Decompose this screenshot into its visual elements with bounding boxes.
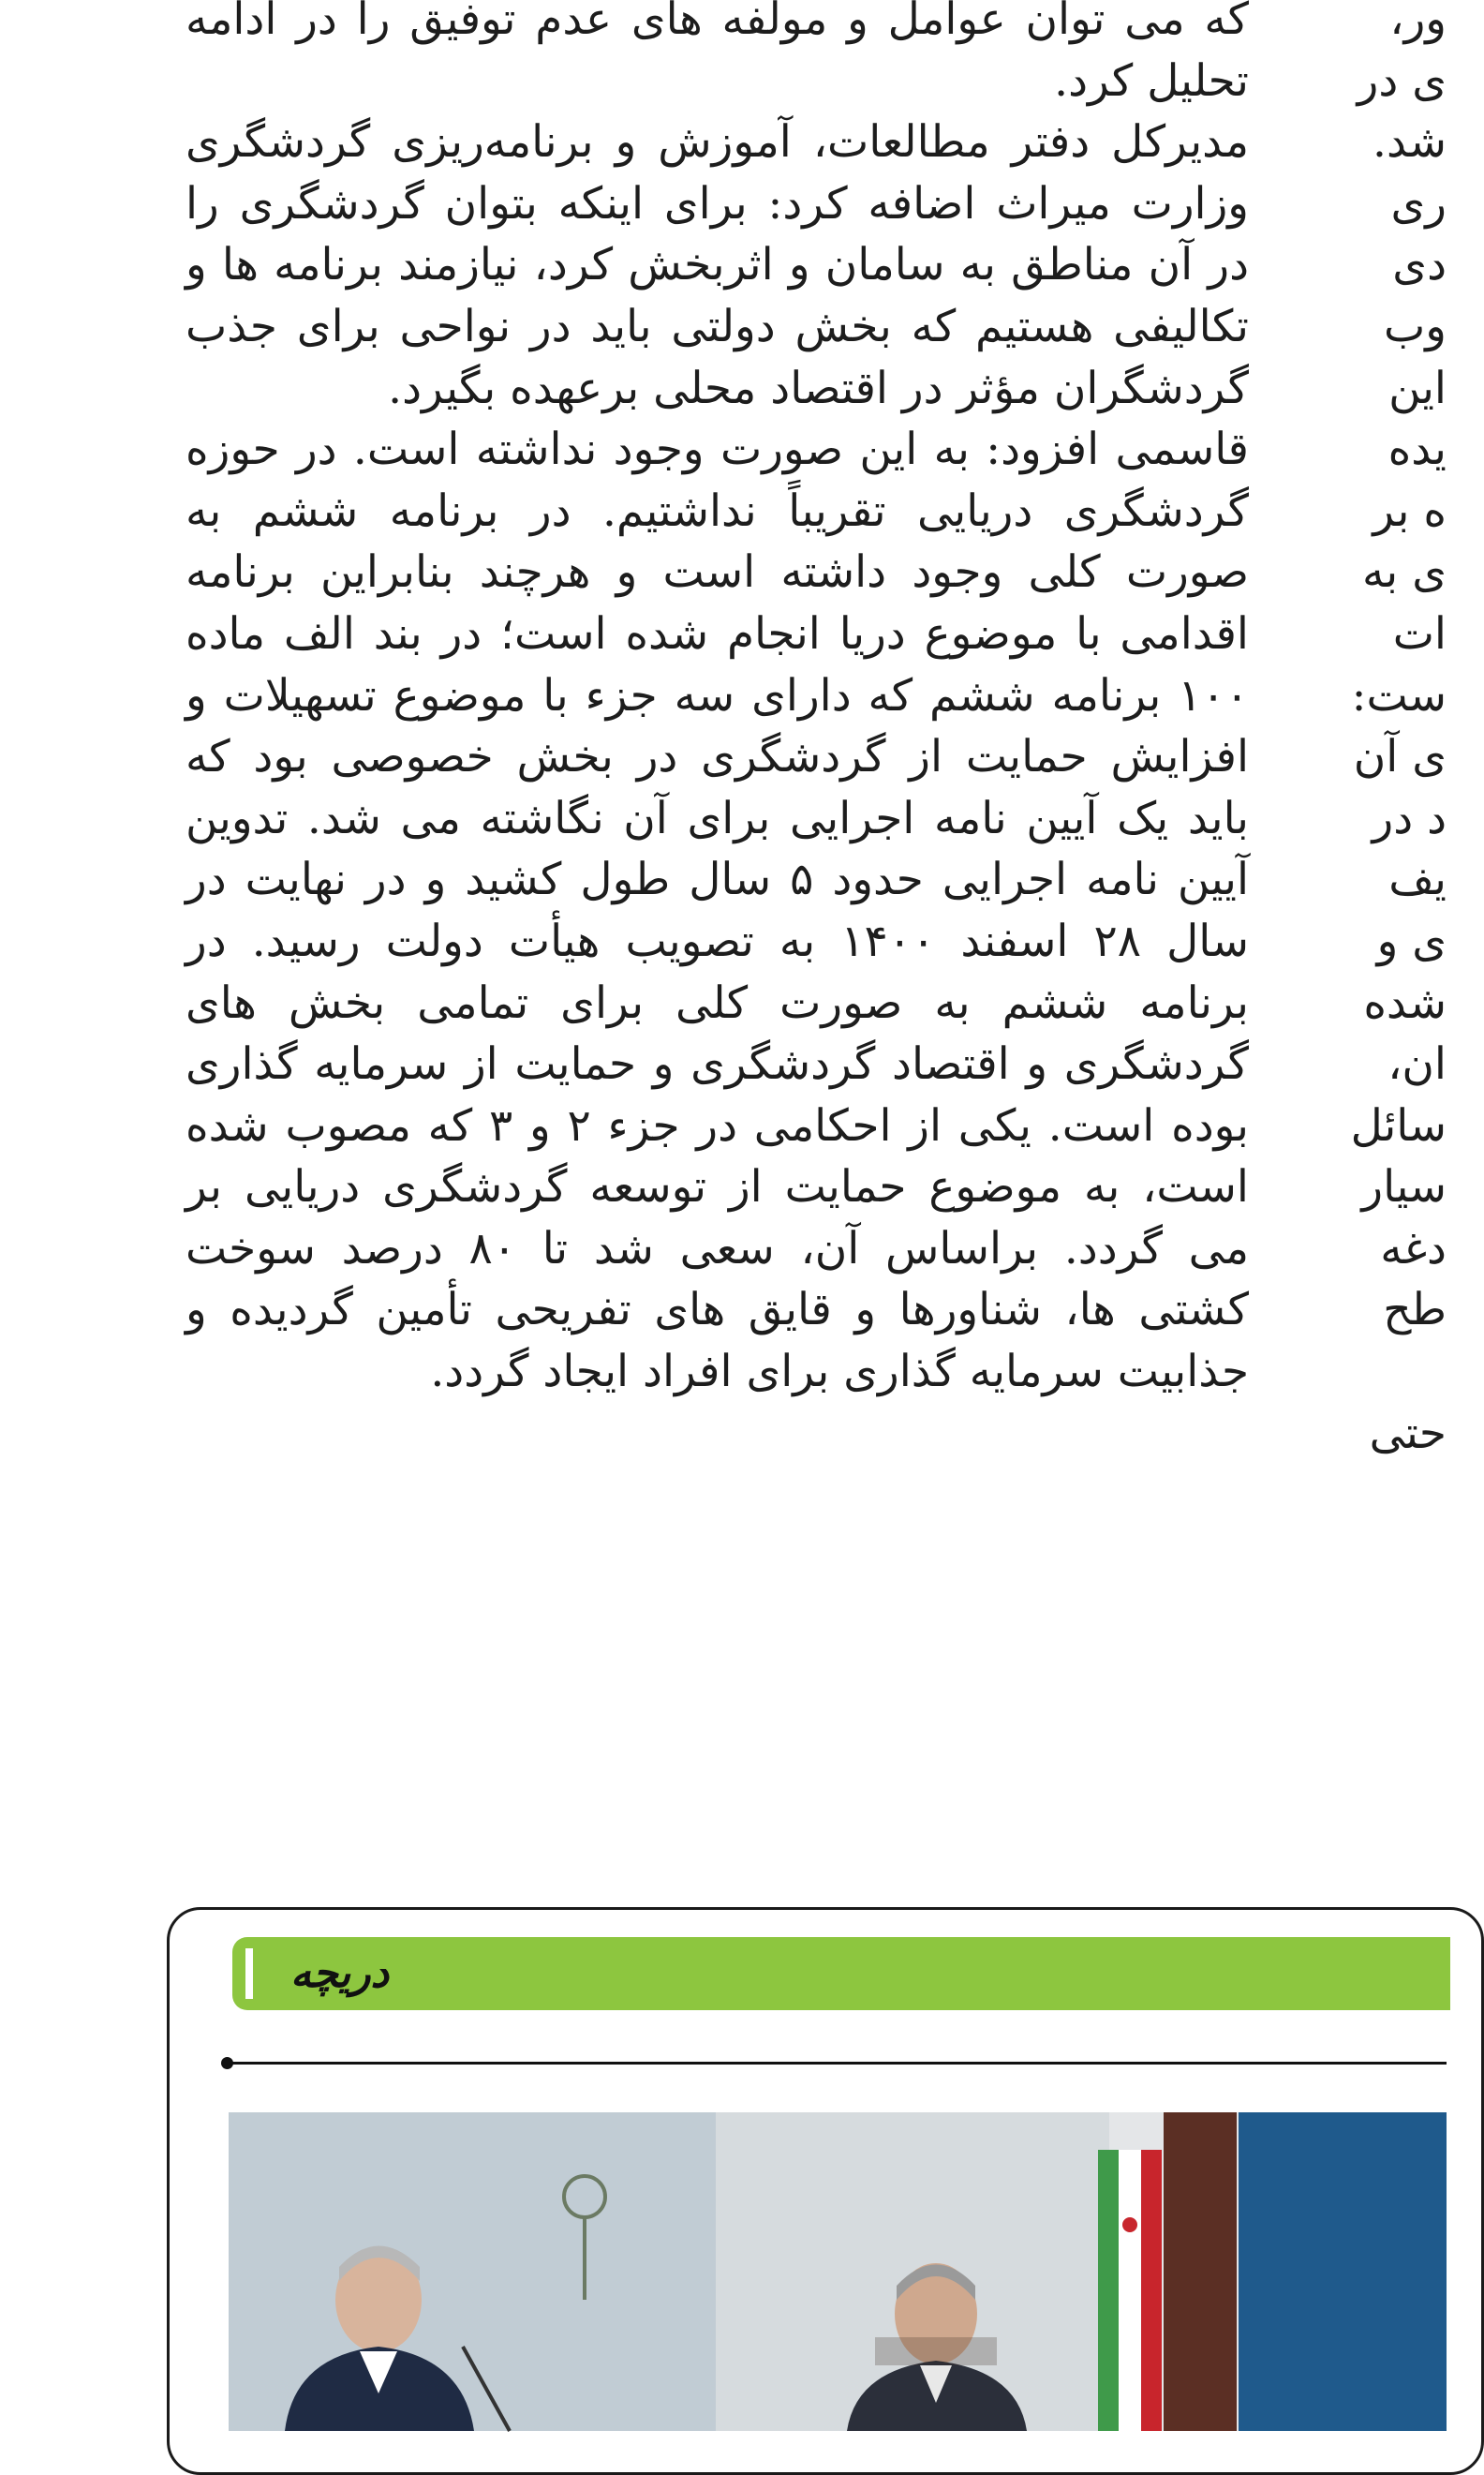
- side-fragment: دی: [1392, 239, 1447, 291]
- side-fragment: ی آن: [1353, 731, 1447, 783]
- side-fragment: یده: [1388, 424, 1447, 476]
- side-fragment: ی در: [1357, 54, 1447, 107]
- article-paragraph-3: قاسمی افزود: به این صورت وجود نداشته است. در حوزه گردشگری دریایی تقریباً نداشتیم. در برنامه ششم به صورت کلی وجود داشته است و هرچند بنابراین برنامه اقدامی با موضوع دریا انجام شده است؛ در بند الف ماده ۱۰۰ برنامه ششم که دارای سه جزء با موضوع تسهیلات و افزایش حمایت از گردشگری در بخش خصوصی بود که باید یک آیین نامه اجرایی برای آن نگاشته می شد. تدوین آیین نامه اجرایی حدود ۵ سال طول کشید و در نهایت در سال ۲۸ اسفند ۱۴۰۰ به تصویب هیأت دولت رسید. در برنامه ششم به صورت کلی برای تمامی بخش های گردشگری و اقتصاد گردشگری و حمایت از سرمایه گذاری بوده است. یکی از احکامی در جزء ۲ و ۳ که مصوب شده است، به موضوع حمایت از توسعه گردشگری دریایی بر می گردد. براساس آن، سعی شد تا ۸۰ درصد سوخت کشتی ها، شناورها و قایق های تفریحی تأمین گردیده و جذابیت سرمایه گذاری برای افراد ایجاد گردد.: [186, 424, 1250, 1398]
- side-fragment: دغه: [1380, 1222, 1447, 1275]
- side-fragment: این: [1388, 362, 1447, 414]
- side-fragment: وب: [1384, 300, 1447, 352]
- article-paragraph-2: مدیرکل دفتر مطالعات، آموزش و برنامه‌ریزی گردشگری وزارت میراث اضافه کرد: برای اینکه بتوان گردشگری را در آن مناطق به سامان و اثربخش کرد، نیازمند برنامه ها و تکالیفی هستیم که بخش دولتی باید در نواحی برای جذب گردشگران مؤثر در اقتصاد محلی برعهده بگیرد.: [186, 116, 1249, 414]
- dariche-title: دریچه: [290, 1949, 390, 1997]
- meeting-photo: [229, 2112, 1447, 2431]
- article-column: [186, 0, 1249, 1403]
- side-fragment: ور،: [1389, 0, 1447, 45]
- side-fragment: ات: [1392, 607, 1447, 660]
- side-fragment: ی و: [1376, 915, 1447, 967]
- horizontal-rule: [229, 2062, 1447, 2065]
- side-fragment: شد.: [1373, 116, 1447, 169]
- dariche-header-band: [232, 1937, 1450, 2010]
- meeting-photo-illustration: [229, 2112, 1447, 2431]
- side-fragment-gap: [1297, 1341, 1447, 1403]
- side-fragment: سائل: [1350, 1099, 1447, 1152]
- side-fragment: ان،: [1388, 1038, 1447, 1091]
- side-fragment: ه بر: [1373, 485, 1447, 537]
- side-fragment: طح: [1383, 1284, 1447, 1336]
- article-paragraph-1: که می توان عوامل و مولفه های عدم توفیق را در ادامه تحلیل کرد.: [186, 0, 1249, 107]
- side-fragment: ست:: [1351, 669, 1447, 722]
- adjacent-column-fragments: [1297, 0, 1447, 1464]
- side-fragment: د در: [1372, 792, 1447, 844]
- side-fragment: ی به: [1361, 546, 1447, 599]
- side-fragment: شده: [1363, 977, 1447, 1029]
- side-fragment: سیار: [1361, 1161, 1447, 1214]
- side-fragment: ری: [1390, 177, 1447, 230]
- side-fragment: حتی: [1369, 1407, 1447, 1459]
- band-notch-decoration: [245, 1948, 253, 1999]
- side-fragment: یف: [1388, 854, 1447, 906]
